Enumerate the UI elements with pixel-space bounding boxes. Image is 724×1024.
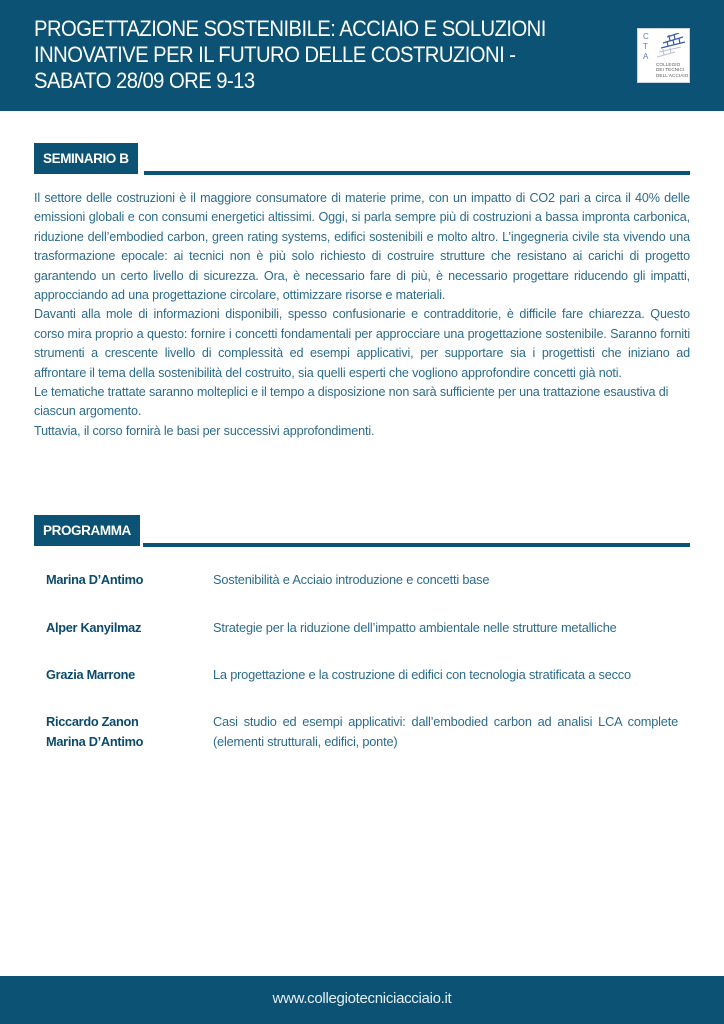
- logo-text-line: COLLEGIO: [656, 62, 681, 67]
- program-speakers: [46, 618, 206, 638]
- speaker-name: Grazia Marrone: [46, 667, 135, 682]
- website-link[interactable]: www.collegiotecniciacciaio.it: [272, 990, 452, 1007]
- logo-letter: T: [643, 42, 648, 51]
- seminar-description: [34, 189, 690, 441]
- description-paragraph: Davanti alla mole di informazioni disponibili, spesso confusionarie e contradditorie, è difficile fare chiarezza. Questo corso mira proprio a questo: fornire i concetti fondamentali per approcciare una progettazione sostenibile. Saranno forniti strumenti a crescente livello di complessità ed esempi applicativi, per supportare sia i progettisti che iniziano ad affrontare il tema della sostenibilità del costruito, sia quelli esperti che vogliono approfondire concetti già noti.: [34, 307, 690, 380]
- program-speakers: [46, 570, 206, 590]
- title-line: INNOVATIVE PER IL FUTURO DELLE COSTRUZIONI -: [34, 42, 516, 67]
- program-speakers: [46, 665, 206, 685]
- footer-banner: [0, 976, 724, 1024]
- title-line: SABATO 28/09 ORE 9-13: [34, 68, 255, 93]
- logo-letters: [643, 32, 653, 62]
- logo-text-line: DEI TECNICI: [656, 67, 685, 73]
- speaker-name: Alper Kanyilmaz: [46, 620, 142, 635]
- logo-letter: C: [643, 32, 649, 41]
- program-topic: Casi studio ed esempi applicativi: dall’embodied carbon ad analisi LCA complete (elementi strutturali, edifici, ponte): [213, 714, 678, 749]
- speaker-name: Riccardo Zanon: [46, 714, 139, 729]
- speaker-name: Marina D’Antimo: [46, 572, 144, 587]
- program-speakers: [46, 712, 206, 752]
- description-paragraph: Il settore delle costruzioni è il maggiore consumatore di materie prime, con un impatto di CO2 pari a circa il 40% delle emissioni globali e con consumi energetici altissimi. Oggi, si parla sempre più di costruzioni a bassa impronta carbonica, riduzione dell’embodied carbon, green rating systems, edifici sostenibili e molto altro. L’ingegneria civile sta vivendo una trasformazione epocale: ai tecnici non è più solo richiesto di costruire strutture che resistano ai carichi di progetto garantendo un certo livello di sicurezza. Ora, è necessario fare di più, è necessario progettare riducendo gli impatti, approcciando ad una progettazione circolare, ottimizzare risorse e materiali.: [34, 191, 690, 303]
- section-tag-seminario: SEMINARIO B: [34, 143, 138, 174]
- steel-truss-icon: [653, 33, 687, 59]
- logo-letter: A: [643, 52, 649, 61]
- section-tag-programma: PROGRAMMA: [34, 515, 140, 546]
- section-divider: [143, 543, 690, 547]
- header-banner: [0, 0, 724, 111]
- page-title: [34, 16, 568, 94]
- title-line: PROGETTAZIONE SOSTENIBILE: ACCIAIO E SOLUZIONI: [34, 16, 546, 41]
- description-paragraph: Tuttavia, il corso fornirà le basi per successivi approfondimenti.: [34, 423, 375, 438]
- program-topic: La progettazione e la costruzione di edifici con tecnologia stratificata a secco: [213, 667, 631, 682]
- cta-logo: [637, 28, 690, 83]
- logo-text-line: DELL'ACCIAIO: [656, 72, 689, 78]
- description-paragraph: Le tematiche trattate saranno molteplici e il tempo a disposizione non sarà sufficiente per una trattazione esaustiva di ciascun argomento.: [34, 385, 669, 419]
- speaker-name: Marina D’Antimo: [46, 734, 144, 749]
- program-topic: Strategie per la riduzione dell’impatto ambientale nelle strutture metalliche: [213, 620, 617, 635]
- logo-text: [656, 62, 690, 78]
- section-divider: [144, 171, 690, 175]
- program-topic: Sostenibilità e Acciaio introduzione e concetti base: [213, 572, 490, 587]
